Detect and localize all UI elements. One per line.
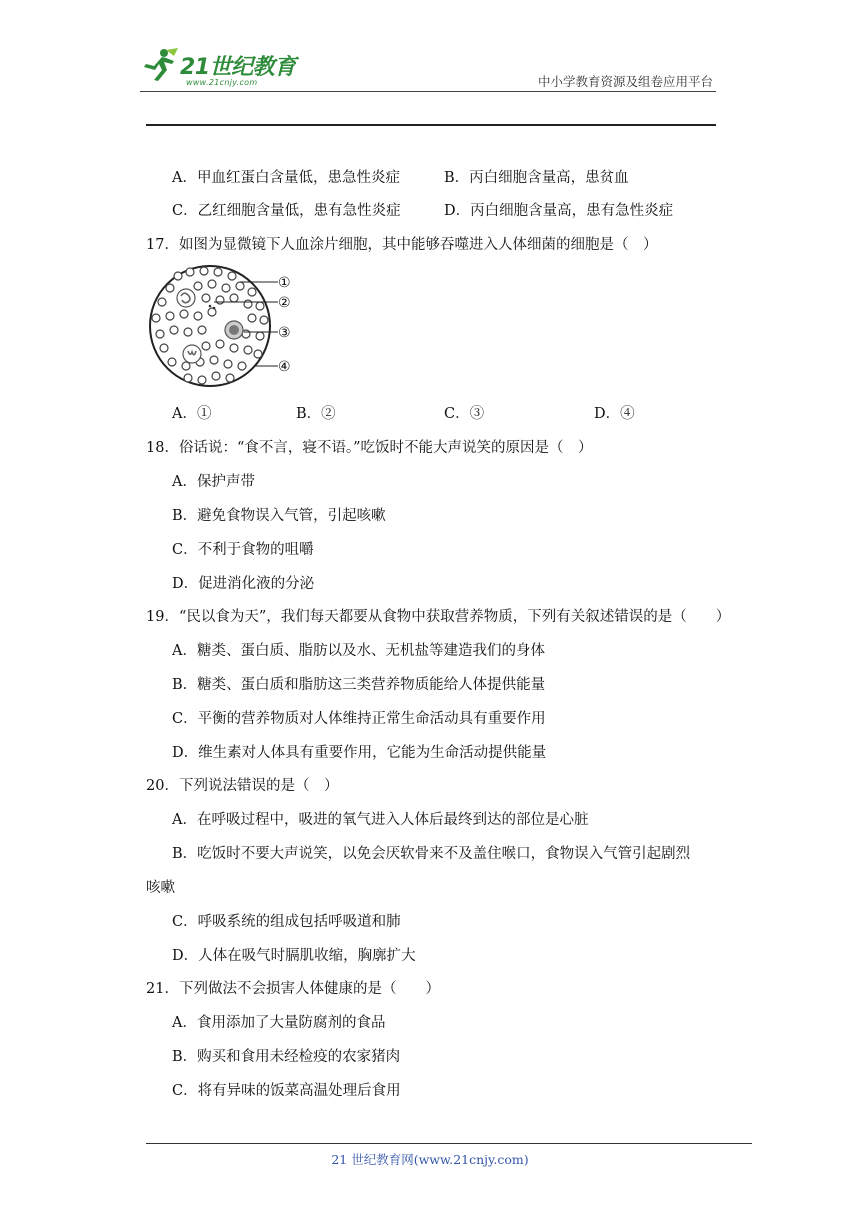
figure-label-4: ④ — [278, 359, 291, 375]
q19-option-c: C．平衡的营养物质对人体维持正常生命活动具有重要作用 — [172, 711, 546, 727]
q16-option-d: D．丙白细胞含量高，患有急性炎症 — [444, 203, 674, 219]
q16-option-c: C．乙红细胞含量低，患有急性炎症 — [172, 203, 401, 219]
q19-stem: 19．“民以食为天”，我们每天都要从食物中获取营养物质，下列有关叙述错误的是（ ） — [146, 609, 731, 625]
q20-option-a: A．在呼吸过程中，吸进的氧气进入人体后最终到达的部位是心脏 — [172, 812, 589, 828]
footer-divider — [146, 1143, 752, 1144]
q17-option-d: D．④ — [594, 406, 635, 422]
figure-label-1: ① — [278, 275, 291, 291]
q18-option-b: B．避免食物误入气管，引起咳嗽 — [172, 508, 386, 524]
q21-stem: 21．下列做法不会损害人体健康的是（ ） — [146, 981, 440, 997]
q17-option-b: B．② — [296, 406, 336, 422]
q19-option-a: A．糖类、蛋白质、脂肪以及水、无机盐等建造我们的身体 — [172, 643, 545, 659]
q21-option-c: C．将有异味的饭菜高温处理后食用 — [172, 1083, 401, 1099]
q17-option-a: A．① — [172, 406, 212, 422]
header-tagline: 中小学教育资源及组卷应用平台 — [538, 74, 714, 89]
site-logo — [140, 46, 310, 94]
q17-stem: 17．如图为显微镜下人血涂片细胞，其中能够吞噬进入人体细菌的细胞是（ ） — [146, 237, 658, 253]
q20-option-c: C．呼吸系统的组成包括呼吸道和肺 — [172, 914, 401, 930]
q20-option-b-line2: 咳嗽 — [146, 880, 175, 896]
q21-option-b: B．购买和食用未经检疫的农家猪肉 — [172, 1049, 401, 1065]
logo-text: 21世纪教育 — [180, 55, 296, 80]
blood-smear-figure — [148, 262, 300, 392]
runner-icon — [140, 48, 180, 82]
q17-option-c: C．③ — [444, 406, 485, 422]
figure-label-2: ② — [278, 295, 291, 311]
q18-option-a: A．保护声带 — [172, 474, 255, 490]
footer-link[interactable]: 21 世纪教育网(www.21cnjy.com) — [331, 1152, 529, 1167]
q18-stem: 18．俗话说：“食不言，寝不语。”吃饭时不能大声说笑的原因是（ ） — [146, 440, 593, 456]
q19-option-d: D．维生素对人体具有重要作用，它能为生命活动提供能量 — [172, 745, 547, 761]
q21-option-a: A．食用添加了大量防腐剂的食品 — [172, 1015, 386, 1031]
figure-label-3: ③ — [278, 325, 291, 341]
q19-option-b: B．糖类、蛋白质和脂肪这三类营养物质能给人体提供能量 — [172, 677, 546, 693]
q16-option-b: B．丙白细胞含量高，患贫血 — [444, 170, 629, 186]
q18-option-d: D．促进消化液的分泌 — [172, 576, 315, 592]
q20-option-d: D．人体在吸气时膈肌收缩，胸廓扩大 — [172, 948, 416, 964]
q18-option-c: C．不利于食物的咀嚼 — [172, 542, 314, 558]
header-divider — [140, 91, 716, 92]
logo-url: www.21cnjy.com — [186, 78, 258, 87]
q20-stem: 20．下列说法错误的是（ ） — [146, 778, 339, 794]
q16-option-a: A．甲血红蛋白含量低，患急性炎症 — [172, 170, 400, 186]
q20-option-b-line1: B．吃饭时不要大声说笑，以免会厌软骨来不及盖住喉口，食物误入气管引起剧烈 — [172, 846, 691, 862]
content-top-divider — [146, 124, 716, 126]
